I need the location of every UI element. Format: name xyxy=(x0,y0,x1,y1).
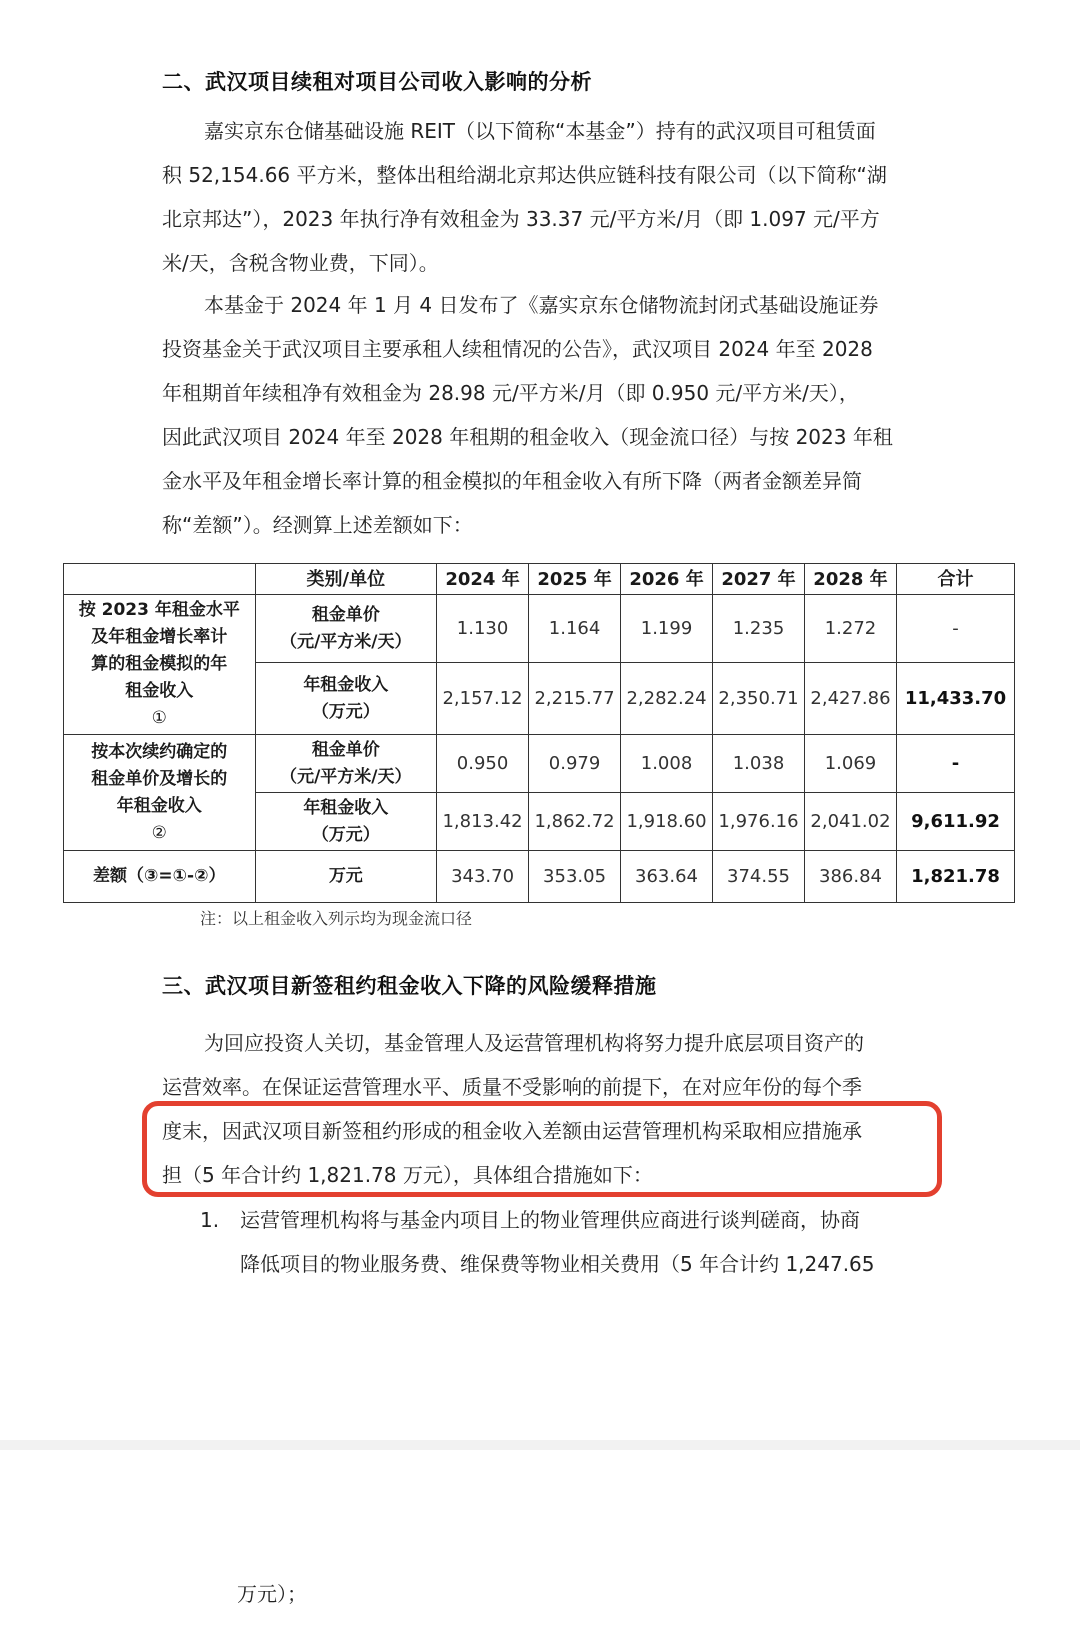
group2-label xyxy=(64,735,256,851)
label-line: 租金收入 xyxy=(125,681,194,701)
difference-label: 差额（③=①-②） xyxy=(64,851,256,903)
text-line: 嘉实京东仓储基础设施 REIT（以下简称“本基金”）持有的武汉项目可租赁面 xyxy=(204,119,876,143)
table-cell: 0.950 xyxy=(437,735,529,793)
table-cell: 1.164 xyxy=(529,595,621,663)
header-cell: 2028 年 xyxy=(805,564,897,595)
label-line: 年租金收入 xyxy=(303,674,389,695)
group1-label xyxy=(64,595,256,735)
table-cell: 1.069 xyxy=(805,735,897,793)
table-cell: 343.70 xyxy=(437,851,529,903)
text-line: 投资基金关于武汉项目主要承租人续租情况的公告》，武汉项目 2024 年至 2028 xyxy=(162,337,873,361)
section2-paragraph-1 xyxy=(162,109,918,285)
header-blank xyxy=(64,564,256,595)
label-line: 租金单价及增长的 xyxy=(91,768,228,789)
table-note: 注：以上租金收入列示均为现金流口径 xyxy=(200,909,473,928)
table-cell: - xyxy=(896,735,1014,793)
table-cell: 1,862.72 xyxy=(529,793,621,851)
table-cell: 2,041.02 xyxy=(805,793,897,851)
text-line: 北京邦达”），2023 年执行净有效租金为 33.37 元/平方米/月（即 1.097 元/平方 xyxy=(162,207,880,231)
text-line: 金水平及年租金增长率计算的租金模拟的年租金收入有所下降（两者金额差异简 xyxy=(162,469,862,493)
label-line: 年租金收入 xyxy=(116,795,202,816)
difference-unit: 万元 xyxy=(255,851,437,903)
label-line: 按本次续约确定的 xyxy=(91,741,228,762)
list-number: 1. xyxy=(200,1208,220,1232)
text-line: 米/天，含税含物业费，下同）。 xyxy=(162,251,439,275)
table-row xyxy=(64,735,1015,793)
label-line: 按 2023 年租金水平 xyxy=(78,600,240,620)
text-line: 运营管理机构将与基金内项目上的物业管理供应商进行谈判磋商，协商 xyxy=(240,1208,860,1232)
annual-income-label xyxy=(255,663,437,735)
table-cell-total: 11,433.70 xyxy=(896,663,1014,735)
table-cell: 1.130 xyxy=(437,595,529,663)
text-line: 为回应投资人关切，基金管理人及运营管理机构将努力提升底层项目资产的 xyxy=(204,1031,864,1055)
text-line: 积 52,154.66 平方米，整体出租给湖北京邦达供应链科技有限公司（以下简称“湖 xyxy=(162,163,887,187)
table-cell: 1,976.16 xyxy=(713,793,805,851)
label-line: （元/平方米/天） xyxy=(280,631,412,652)
text-line: 担（5 年合计约 1,821.78 万元），具体组合措施如下： xyxy=(162,1163,653,1187)
header-cell: 2026 年 xyxy=(621,564,713,595)
table-row xyxy=(64,595,1015,663)
header-cell: 2027 年 xyxy=(713,564,805,595)
list-item xyxy=(200,1198,920,1286)
label-line: 租金单价 xyxy=(311,739,380,760)
continued-text: 万元）； xyxy=(237,1582,307,1606)
header-cell: 合计 xyxy=(896,564,1014,595)
section2-heading: 二、武汉项目续租对项目公司收入影响的分析 xyxy=(162,70,592,94)
text-line: 本基金于 2024 年 1 月 4 日发布了《嘉实京东仓储物流封闭式基础设施证券 xyxy=(204,293,879,317)
unit-price-label xyxy=(255,735,437,793)
unit-price-label xyxy=(255,595,437,663)
annual-income-label xyxy=(255,793,437,851)
highlight-annotation-box xyxy=(142,1101,942,1197)
table-cell: 2,350.71 xyxy=(713,663,805,735)
table-header-row xyxy=(64,564,1015,595)
table-cell: 1.199 xyxy=(621,595,713,663)
table-cell: 2,215.77 xyxy=(529,663,621,735)
page-divider xyxy=(0,1440,1080,1450)
section2-paragraph-2 xyxy=(162,283,918,547)
table-cell-total: 1,821.78 xyxy=(896,851,1014,903)
table-cell: 374.55 xyxy=(713,851,805,903)
header-cell: 2025 年 xyxy=(529,564,621,595)
table-cell: 2,427.86 xyxy=(805,663,897,735)
text-line: 称“差额”）。经测算上述差额如下： xyxy=(162,513,473,537)
table-cell: 1.272 xyxy=(805,595,897,663)
table-cell: 1,918.60 xyxy=(621,793,713,851)
header-cell: 类别/单位 xyxy=(255,564,437,595)
table-cell: 0.979 xyxy=(529,735,621,793)
table-cell: - xyxy=(896,595,1014,663)
text-line: 降低项目的物业服务费、维保费等物业相关费用（5 年合计约 1,247.65 xyxy=(240,1252,875,1276)
label-line: ① xyxy=(151,708,167,728)
table-cell: 1,813.42 xyxy=(437,793,529,851)
text-line: 运营效率。在保证运营管理水平、质量不受影响的前提下，在对应年份的每个季 xyxy=(162,1075,862,1099)
rent-difference-table xyxy=(63,563,1015,903)
table-cell: 1.008 xyxy=(621,735,713,793)
table-row-difference xyxy=(64,851,1015,903)
label-line: （万元） xyxy=(311,824,380,845)
label-line: 租金单价 xyxy=(311,604,380,625)
table-cell: 386.84 xyxy=(805,851,897,903)
text-line: 因此武汉项目 2024 年至 2028 年租期的租金收入（现金流口径）与按 2023 年租 xyxy=(162,425,893,449)
label-line: 及年租金增长率计 xyxy=(91,627,228,647)
label-line: ② xyxy=(151,822,167,843)
label-line: 算的租金模拟的年 xyxy=(91,654,228,674)
table-cell: 363.64 xyxy=(621,851,713,903)
text-line: 度末，因武汉项目新签租约形成的租金收入差额由运营管理机构采取相应措施承 xyxy=(162,1119,862,1143)
text-line: 年租期首年续租净有效租金为 28.98 元/平方米/月（即 0.950 元/平方米/天）， xyxy=(162,381,859,405)
table-cell: 2,157.12 xyxy=(437,663,529,735)
table-cell: 1.235 xyxy=(713,595,805,663)
table-cell-total: 9,611.92 xyxy=(896,793,1014,851)
cropped-text-line xyxy=(45,1622,1045,1631)
label-line: 年租金收入 xyxy=(303,797,389,818)
list-text xyxy=(240,1198,920,1286)
table-cell: 353.05 xyxy=(529,851,621,903)
table-cell: 1.038 xyxy=(713,735,805,793)
section3-heading: 三、武汉项目新签租约租金收入下降的风险缓释措施 xyxy=(162,974,657,998)
label-line: （万元） xyxy=(311,701,380,722)
table-cell: 2,282.24 xyxy=(621,663,713,735)
label-line: （元/平方米/天） xyxy=(280,766,412,787)
header-cell: 2024 年 xyxy=(437,564,529,595)
